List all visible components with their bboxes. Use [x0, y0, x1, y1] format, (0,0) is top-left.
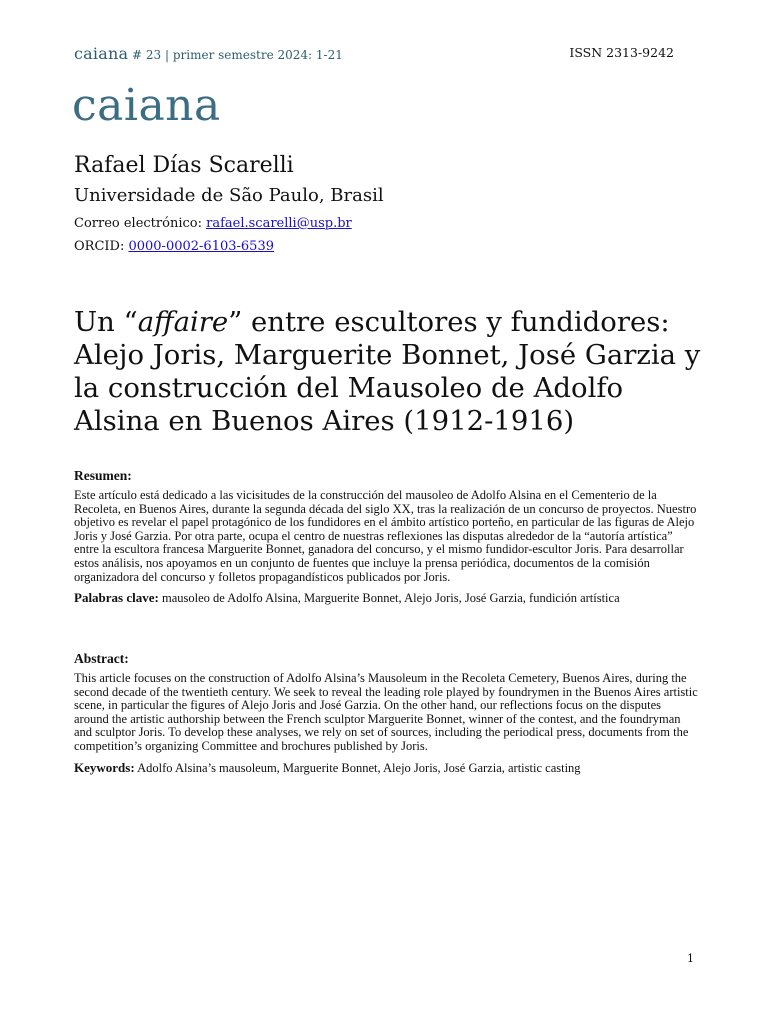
keywords-label: Keywords: — [74, 759, 135, 775]
title-part-2: ” entre escultores y fundidores: Alejo Joris, Marguerite Bonnet, José Garzia y la construcción del Mausoleo de Adolfo Alsina en Buenos Aires (1912-1916) — [74, 306, 701, 437]
orcid-link[interactable]: 0000-0002-6103-6539 — [128, 239, 274, 254]
resumen-heading: Resumen: — [74, 468, 132, 483]
page-number: 1 — [687, 952, 694, 965]
journal-name: caiana — [74, 44, 129, 63]
article-title — [74, 306, 714, 438]
author-affiliation: Universidade de São Paulo, Brasil — [74, 185, 384, 206]
title-italic: affaire — [137, 306, 229, 338]
journal-issue-info — [74, 44, 343, 63]
keywords — [74, 760, 698, 776]
email-line — [74, 215, 352, 233]
resumen-body: Este artículo está dedicado a las vicisitudes de la construcción del mausoleo de Adolfo Alsina en el Cementerio de la Recoleta, en Buenos Aires, durante la segunda década del siglo XX, tras la realización de un concurso de proyectos. Nuestro objetivo es revelar el papel protagónico de los fundidores en el ámbito artístico porteño, en particular de las figuras de Alejo Joris y José Garzia. Por otra parte, ocupa el centro de nuestras reflexiones las disputas alrededor de la “autoría artística” entre la escultora francesa Marguerite Bonnet, ganadora del concurso, y el mismo fundidor-escultor Joris. Para desarrollar estos análisis, nos apoyamos en un conjunto de fuentes que incluye la prensa periódica, documentos de la comisión organizadora del concurso y folletos propagandísticos publicados por Joris. — [74, 488, 697, 584]
palabras-clave-list: mausoleo de Adolfo Alsina, Marguerite Bonnet, Alejo Joris, José Garzia, fundición artística — [158, 591, 620, 606]
palabras-clave-label: Palabras clave: — [74, 590, 159, 606]
keywords-list: Adolfo Alsina’s mausoleum, Marguerite Bonnet, Alejo Joris, José Garzia, artistic casting — [134, 760, 581, 775]
orcid-line — [74, 238, 274, 256]
orcid-label: ORCID: — [74, 239, 129, 254]
issn: ISSN 2313-9242 — [569, 45, 674, 60]
title-part-1: Un “ — [74, 306, 138, 338]
email-label: Correo electrónico: — [74, 216, 207, 231]
journal-logo: caiana — [72, 80, 221, 131]
abstract-body: This article focuses on the construction of Adolfo Alsina’s Mausoleum in the Recoleta Cemetery, Buenos Aires, during the second decade of the twentieth century. We seek to reveal the leading role played by foundrymen in the Buenos Aires artistic scene, in particular the figures of Alejo Joris and José Garzia. On the other hand, our reflections focus on the disputes around the artistic authorship between the French sculptor Marguerite Bonnet, winner of the contest, and the foundryman and sculptor Joris. To develop these analyses, we rely on set of sources, including the periodical press, documents from the competition’s organizing Committee and brochures published by Joris. — [74, 671, 698, 753]
running-header — [74, 44, 674, 62]
author-name: Rafael Días Scarelli — [74, 153, 294, 178]
issue-info: # 23 | primer semestre 2024: 1-21 — [132, 48, 343, 62]
palabras-clave — [74, 590, 698, 606]
email-link[interactable]: rafael.scarelli@usp.br — [206, 216, 352, 231]
abstract-heading: Abstract: — [74, 651, 129, 666]
abstract-section — [74, 651, 698, 776]
resumen-section — [74, 468, 698, 606]
